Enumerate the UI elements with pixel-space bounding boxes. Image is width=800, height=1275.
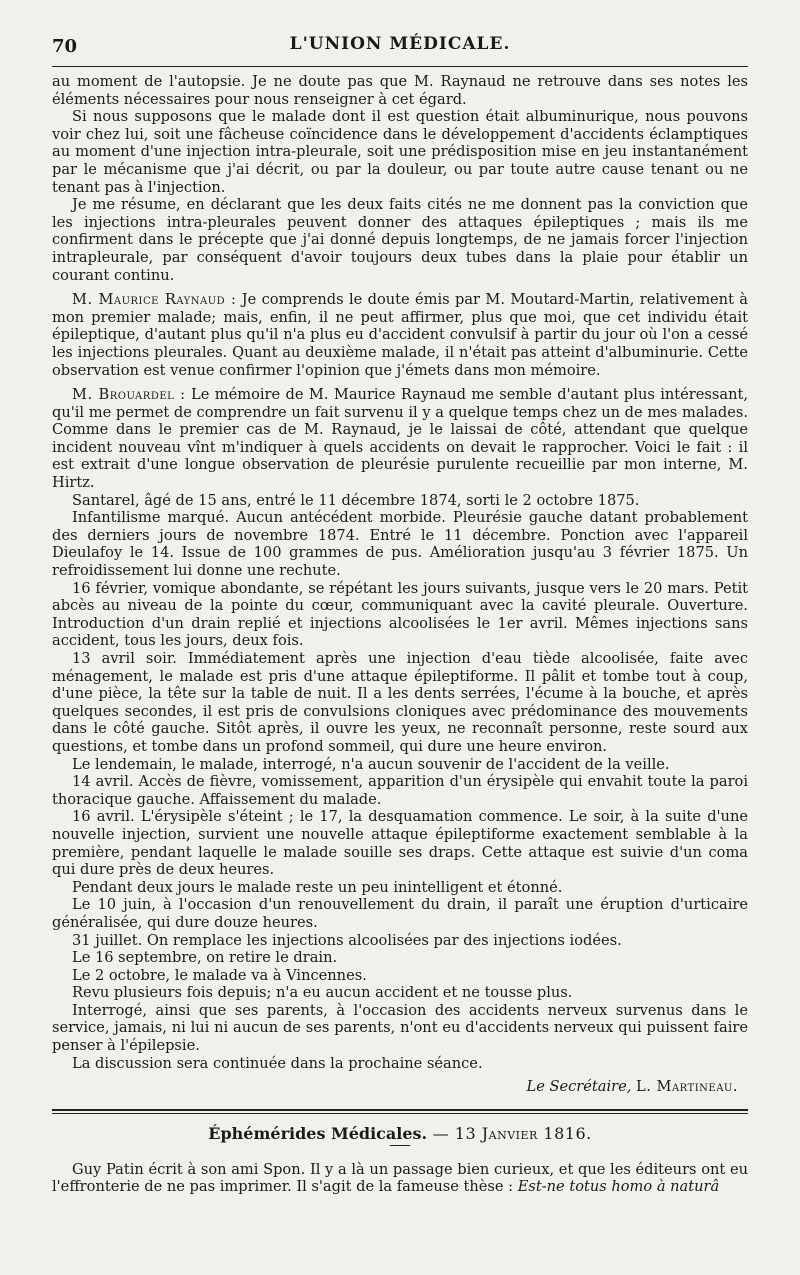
- journal-title: L'UNION MÉDICALE.: [289, 34, 511, 54]
- case-paragraph: Le 10 juin, à l'occasion d'un renouvellement du drain, il paraît une éruption d'urticaire généralisée, qui dure douze heures.: [52, 896, 748, 931]
- signature: [52, 1078, 748, 1095]
- speaker-name: M. Brouardel :: [72, 386, 186, 404]
- ephemerides-body: Guy Patin écrit à son ami Spon. Il y a là un passage bien curieux, et que les éditeurs ont eu l'effronterie de ne pas imprimer. Il s'agit de la fameuse thèse :: [52, 1160, 748, 1196]
- speech-text: Le mémoire de M. Maurice Raynaud me semble d'autant plus intéressant, qu'il me permet de comprendre un fait survenu il y a quelque temps chez un de mes malades. Comme dans le premier cas de M. Raynaud, je le laissai de côté, attendant que quelque incident nouveau vînt m'indiquer à quels accidents on devait le rapprocher. Voici le fait : il est extrait d'une longue observation de pleurésie purulente recueillie par mon interne, M. Hirtz.: [52, 386, 748, 492]
- case-paragraph: 16 avril. L'érysipèle s'éteint ; le 17, la desquamation commence. Le soir, à la suite d'une nouvelle injection, survient une nouvelle attaque épileptiforme exactement semblable à la première, pendant laquelle le malade souille ses draps. Cette attaque est suivie d'un coma qui dure près de deux heures.: [52, 808, 748, 879]
- case-paragraph: Santarel, âgé de 15 ans, entré le 11 décembre 1874, sorti le 2 octobre 1875.: [72, 491, 640, 509]
- case-paragraph: 16 février, vomique abondante, se répétant les jours suivants, jusque vers le 20 mars. Petit abcès au niveau de la pointe du cœur, communiquant avec la cavité pleurale. Ouverture. Introduction d'un drain replié et injections alcoolisées le 1er avril. Mêmes injections sans accident, tous les jours, deux fois.: [52, 579, 748, 650]
- running-head: [52, 30, 748, 58]
- case-paragraph: 31 juillet. On remplace les injections alcoolisées par des injections iodées.: [72, 931, 622, 949]
- case-paragraph: 14 avril. Accès de fièvre, vomissement, apparition d'un érysipèle qui envahit toute la paroi thoracique gauche. Affaissement du malade.: [52, 773, 748, 808]
- ephemerides-date: — 13 Janvier 1816.: [427, 1124, 592, 1144]
- signature-role: Le Secrétaire,: [526, 1078, 632, 1096]
- case-paragraph: 13 avril soir. Immédiatement après une injection d'eau tiède alcoolisée, faite avec ménagement, le malade est pris d'une attaque épileptiforme. Il pâlit et tombe tout à coup, d'une pièce, la tête sur la table de nuit. Il a les dents serrées, l'écume à la bouche, et après quelques secondes, il est pris de convulsions cloniques avec prédominance des mouvements dans le côté gauche. Sitôt après, il ouvre les yeux, ne reconnaît personne, reste sourd aux questions, et tombe dans un profond sommeil, qui dure une heure environ.: [52, 650, 748, 755]
- ephemerides-title: Éphémérides Médicales.: [208, 1124, 428, 1144]
- header-rule: [52, 66, 748, 67]
- case-paragraph: Le 16 septembre, on retire le drain.: [72, 949, 338, 967]
- paragraph: Si nous supposons que le malade dont il est question était albuminurique, nous pouvons voir chez lui, soit une fâcheuse coïncidence dans le développement d'accidents éclamptiques au moment d'une injection intra-pleurale, soit une prédisposition mise en jeu instantanément par le mécanisme que j'ai décrit, ou par la douleur, ou par toute autre cause tenant ou ne tenant pas à l'injection.: [52, 108, 748, 196]
- speech-brouardel: [52, 386, 748, 492]
- short-divider: [390, 1145, 410, 1146]
- case-paragraph: Pendant deux jours le malade reste un peu inintelligent et étonné.: [72, 878, 563, 896]
- case-paragraph: Le lendemain, le malade, interrogé, n'a aucun souvenir de l'accident de la veille.: [72, 755, 670, 773]
- speaker-name: M. Maurice Raynaud :: [72, 291, 237, 309]
- section-divider: [52, 1109, 748, 1114]
- article-body: [52, 73, 748, 1072]
- page-number: 70: [52, 36, 78, 57]
- case-paragraph: Infantilisme marqué. Aucun antécédent morbide. Pleurésie gauche datant probablement des derniers jours de novembre 1874. Entré le 11 décembre. Ponction avec l'appareil Dieulafoy le 14. Issue de 100 grammes de pus. Amélioration jusqu'au 3 février 1875. Un refroidissement lui donne une rechute.: [52, 509, 748, 580]
- case-paragraph: Le 2 octobre, le malade va à Vincennes.: [72, 966, 367, 984]
- closing-paragraph: La discussion sera continuée dans la prochaine séance.: [72, 1054, 483, 1072]
- speech-text: Je comprends le doute émis par M. Moutard-Martin, relativement à mon premier malade; mais, enfin, il ne peut affirmer, plus que moi, que cet individu était épileptique, d'autant plus qu'il n'a plus eu d'accident convulsif à partir du jour où l'on a cessé les injections pleurales. Quant au deuxième malade, il n'était pas atteint d'albuminurie. Cette observation est venue confirmer l'opinion que j'émets dans mon mémoire.: [52, 291, 748, 379]
- signature-name: L. Martineau.: [636, 1078, 738, 1096]
- ephemerides-italic: Est-ne totus homo à naturâ: [517, 1178, 720, 1196]
- case-paragraph: Revu plusieurs fois depuis; n'a eu aucun accident et ne tousse plus.: [72, 984, 573, 1002]
- case-paragraph: Interrogé, ainsi que ses parents, à l'occasion des accidents nerveux survenus dans le service, jamais, ni lui ni aucun de ses parents, n'ont eu d'accidents nerveux qui puissent faire penser à l'épilepsie.: [52, 1001, 748, 1055]
- ephemerides-text: [52, 1161, 748, 1196]
- ephemerides-heading: [52, 1124, 748, 1143]
- speech-raynaud: [52, 291, 748, 379]
- paragraph: au moment de l'autopsie. Je ne doute pas que M. Raynaud ne retrouve dans ses notes les éléments nécessaires pour nous renseigner à cet égard.: [52, 73, 748, 108]
- paragraph: Je me résume, en déclarant que les deux faits cités ne me donnent pas la conviction que les injections intra-pleurales peuvent donner des attaques épileptiques ; mais ils me confirment dans le précepte que j'ai donné depuis longtemps, de ne jamais forcer l'injection intrapleurale, par conséquent d'avoir toujours deux tubes dans la plaie pour établir un courant continu.: [52, 196, 748, 284]
